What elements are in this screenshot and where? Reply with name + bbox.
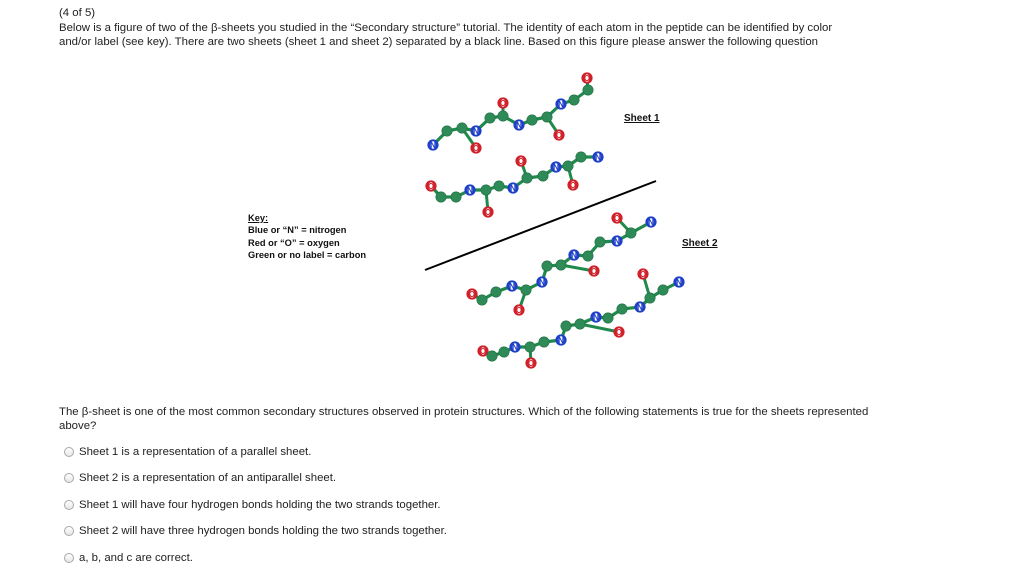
- nitrogen-label: N: [510, 184, 516, 193]
- sheet1-strand1-carbon-atom: [527, 115, 537, 125]
- oxygen-label: O: [484, 208, 492, 217]
- question-text: The β-sheet is one of the most common secondary structures observed in protein structures. Which of the following statements is true for the sheets represented above?: [59, 406, 869, 432]
- oxygen-label: O: [555, 131, 563, 140]
- sheet2-strand2-carbon-atom: [658, 285, 668, 295]
- key-nitrogen: Blue or “N” = nitrogen: [248, 225, 347, 236]
- sheet1-strand2-carbon-atom: [576, 152, 586, 162]
- sheet2-strand2-carbon-atom: [603, 313, 613, 323]
- sheet-1-label: Sheet 1: [624, 113, 660, 124]
- instructions-line-1: Below is a figure of two of the β-sheets you studied in the “Secondary structure” tutorial. The identity of each atom in the peptide can be identified by color: [59, 21, 833, 34]
- sheet1-strand2-carbon-atom: [522, 173, 532, 183]
- sheet1-strand1-carbon-atom: [442, 126, 452, 136]
- sheet1-strand2-carbon-atom: [563, 161, 573, 171]
- radio-button[interactable]: [64, 553, 74, 563]
- oxygen-label: O: [613, 214, 621, 223]
- sheet1-strand2-nitrogen-atom: [592, 151, 603, 162]
- option-label: Sheet 2 will have three hydrogen bonds holding the two strands together.: [79, 525, 447, 537]
- sheet1-strand2-carbon-atom: [494, 181, 504, 191]
- sheet1-strand1-nitrogen-atom: [470, 125, 481, 136]
- option-label: a, b, and c are correct.: [79, 552, 193, 564]
- nitrogen-label: N: [539, 278, 545, 287]
- sheet1-strand2-carbon-atom: [538, 171, 548, 181]
- radio-button[interactable]: [64, 473, 74, 483]
- nitrogen-label: N: [512, 343, 518, 352]
- option-a[interactable]: [64, 444, 311, 460]
- sheet2-strand2-oxygen-atom: [613, 326, 624, 337]
- sheet2-strand1-oxygen-atom: [513, 304, 524, 315]
- option-e[interactable]: [64, 550, 193, 566]
- sheet2-strand2-nitrogen-atom: [555, 334, 566, 345]
- sheet2-strand1-carbon-atom: [477, 295, 487, 305]
- sheet1-strand1-oxygen-atom: [581, 72, 592, 83]
- sheet1-strand1-carbon-atom: [485, 113, 495, 123]
- instructions-line-2: and/or label (see key). There are two sheets (sheet 1 and sheet 2) separated by a black line. Based on this figure please answer the following question: [59, 36, 818, 48]
- option-label: Sheet 2 is a representation of an antiparallel sheet.: [79, 472, 337, 484]
- sheet2-strand1-carbon-atom: [626, 228, 636, 238]
- sheet1-strand1-carbon-atom: [542, 112, 552, 122]
- oxygen-label: O: [615, 328, 623, 337]
- nitrogen-label: N: [558, 100, 564, 109]
- option-label: Sheet 1 will have four hydrogen bonds holding the two strands together.: [79, 499, 441, 511]
- oxygen-label: O: [639, 270, 647, 279]
- sheet1-strand2-oxygen-atom: [482, 206, 493, 217]
- sheet2-strand1-carbon-atom: [542, 261, 552, 271]
- key-carbon: Green or no label = carbon: [248, 249, 367, 260]
- sheet2-strand2-oxygen-atom: [637, 268, 648, 279]
- sheet2-strand1-nitrogen-atom: [611, 235, 622, 246]
- oxygen-label: O: [583, 74, 591, 83]
- nitrogen-label: N: [571, 251, 577, 260]
- sheet2-strand1-carbon-atom: [491, 287, 501, 297]
- sheet2-strand2-carbon-atom: [539, 337, 549, 347]
- sheet2-strand1-carbon-atom: [556, 260, 566, 270]
- sheet1-strand1-oxygen-atom: [497, 97, 508, 108]
- option-label: Sheet 1 is a representation of a parallel sheet.: [79, 446, 312, 458]
- sheet1-strand1-carbon-atom: [583, 85, 593, 95]
- oxygen-label: O: [479, 347, 487, 356]
- sheet2-strand1-carbon-atom: [595, 237, 605, 247]
- nitrogen-label: N: [509, 282, 515, 291]
- nitrogen-label: N: [595, 153, 601, 162]
- radio-button[interactable]: [64, 526, 74, 536]
- sheet2-strand2-nitrogen-atom: [673, 276, 684, 287]
- sheet1-strand1-oxygen-atom: [553, 129, 564, 140]
- sheet2-strand2-carbon-atom: [525, 342, 535, 352]
- sheet2-strand2-carbon-atom: [487, 351, 497, 361]
- oxygen-label: O: [468, 290, 476, 299]
- color-key: [248, 212, 366, 261]
- sheet2-strand2-side-bond: [580, 324, 619, 332]
- oxygen-label: O: [569, 181, 577, 190]
- sheet2-strand2-carbon-atom: [575, 319, 585, 329]
- key-title: Key:: [248, 213, 269, 223]
- nitrogen-label: N: [558, 336, 564, 345]
- sheet1-strand2-carbon-atom: [481, 185, 491, 195]
- sheet2-strand2-carbon-atom: [617, 304, 627, 314]
- sheet2-strand1-nitrogen-atom: [568, 249, 579, 260]
- nitrogen-label: N: [430, 141, 436, 150]
- sheet1-strand2-nitrogen-atom: [464, 184, 475, 195]
- sheet-2-label: Sheet 2: [682, 238, 718, 249]
- sheet2-strand1-carbon-atom: [521, 285, 531, 295]
- sheet1-strand1-nitrogen-atom: [555, 98, 566, 109]
- progress-indicator: (4 of 5): [59, 7, 96, 19]
- oxygen-label: O: [527, 359, 535, 368]
- sheet1-strand2-oxygen-atom: [425, 180, 436, 191]
- option-b[interactable]: [64, 470, 336, 486]
- option-d[interactable]: [64, 523, 447, 539]
- sheet2-strand2-nitrogen-atom: [509, 341, 520, 352]
- sheet1-strand2-oxygen-atom: [515, 155, 526, 166]
- sheet2-strand1-oxygen-atom: [588, 265, 599, 276]
- nitrogen-label: N: [553, 163, 559, 172]
- nitrogen-label: N: [676, 278, 682, 287]
- nitrogen-label: N: [473, 127, 479, 136]
- sheet1-strand2-nitrogen-atom: [550, 161, 561, 172]
- sheet1-strand2-carbon-atom: [451, 192, 461, 202]
- sheet2-strand1-carbon-atom: [583, 251, 593, 261]
- sheet1-strand2-carbon-atom: [436, 192, 446, 202]
- oxygen-label: O: [499, 99, 507, 108]
- sheet1-strand1-nitrogen-atom: [427, 139, 438, 150]
- nitrogen-label: N: [637, 303, 643, 312]
- radio-button[interactable]: [64, 500, 74, 510]
- oxygen-label: O: [517, 157, 525, 166]
- sheet1-strand1-oxygen-atom: [470, 142, 481, 153]
- sheet2-strand2-carbon-atom: [561, 321, 571, 331]
- nitrogen-label: N: [467, 186, 473, 195]
- sheet2-strand1-oxygen-atom: [611, 212, 622, 223]
- nitrogen-label: N: [614, 237, 620, 246]
- sheet1-strand1-carbon-atom: [569, 95, 579, 105]
- sheet2-strand2-nitrogen-atom: [590, 311, 601, 322]
- nitrogen-label: N: [648, 218, 654, 227]
- sheet1-strand2-oxygen-atom: [567, 179, 578, 190]
- oxygen-label: O: [427, 182, 435, 191]
- oxygen-label: O: [515, 306, 523, 315]
- oxygen-label: O: [590, 267, 598, 276]
- nitrogen-label: N: [516, 121, 522, 130]
- key-oxygen: Red or “O” = oxygen: [248, 237, 340, 248]
- sheet2-strand2-carbon-atom: [645, 293, 655, 303]
- sheet2-strand1-nitrogen-atom: [506, 280, 517, 291]
- sheet2-strand1-nitrogen-atom: [645, 216, 656, 227]
- radio-button[interactable]: [64, 447, 74, 457]
- sheet1-strand1-nitrogen-atom: [513, 119, 524, 130]
- sheet2-strand1-oxygen-atom: [466, 288, 477, 299]
- sheet2-strand2-oxygen-atom: [525, 357, 536, 368]
- sheet1-strand1-carbon-atom: [498, 111, 508, 121]
- sheet2-strand2-carbon-atom: [499, 347, 509, 357]
- option-c[interactable]: [64, 497, 441, 513]
- oxygen-label: O: [472, 144, 480, 153]
- sheet1-strand1-carbon-atom: [457, 123, 467, 133]
- sheet2-strand1-nitrogen-atom: [536, 276, 547, 287]
- nitrogen-label: N: [593, 313, 599, 322]
- sheet2-strand2-nitrogen-atom: [634, 301, 645, 312]
- sheet1-strand2-nitrogen-atom: [507, 182, 518, 193]
